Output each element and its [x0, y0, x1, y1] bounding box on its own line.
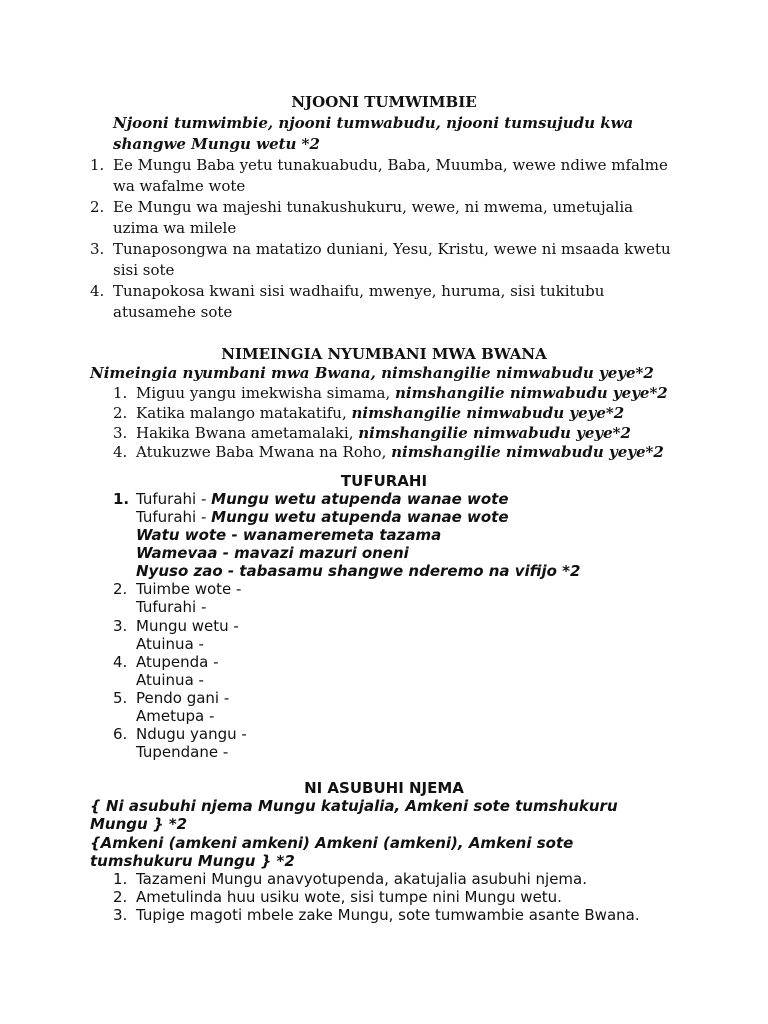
- verse-number: 2.: [90, 198, 105, 216]
- verse-line: Ee Mungu wa majeshi tunakushukuru, wewe, ni mwema, umetujalia: [113, 198, 634, 216]
- verse-line: Ametulinda huu usiku wote, sisi tumpe nini Mungu wetu.: [136, 888, 562, 906]
- verse-line: Tupige magoti mbele zake Mungu, sote tumwambie asante Bwana.: [136, 906, 640, 924]
- verse-text: Tufurahi -: [136, 490, 212, 508]
- verse-refrain: nimshangilie nimwabudu yeye*2: [395, 384, 668, 402]
- verse-line: [136, 490, 509, 508]
- verse-line: [136, 424, 631, 442]
- verse-number: 2.: [113, 404, 128, 422]
- chorus-line: Njooni tumwimbie, njooni tumwabudu, njooni tumsujudu kwa: [113, 114, 634, 132]
- chorus-line: { Ni asubuhi njema Mungu katujalia, Amkeni sote tumshukuru: [90, 797, 618, 815]
- verse-text: Katika malango matakatifu,: [136, 404, 352, 422]
- verse-number: 2.: [113, 580, 128, 598]
- verse-line: Atuinua -: [136, 635, 204, 653]
- verse-line: Tunapokosa kwani sisi wadhaifu, mwenye, huruma, sisi tukitubu: [113, 282, 605, 300]
- verse-number: 2.: [113, 888, 128, 906]
- verse-number: 6.: [113, 725, 128, 743]
- verse-line: Wamevaa - mavazi mazuri oneni: [136, 544, 409, 562]
- verse-text: Tufurahi -: [136, 508, 212, 526]
- verse-number: 1.: [113, 384, 128, 402]
- chorus-line: tumshukuru Mungu } *2: [90, 852, 295, 870]
- song-title: NIMEINGIA NYUMBANI MWA BWANA: [221, 345, 547, 363]
- verse-line: Ee Mungu Baba yetu tunakuabudu, Baba, Muumba, wewe ndiwe mfalme: [113, 156, 668, 174]
- verse-line: Mungu wetu -: [136, 617, 239, 635]
- verse-line: sisi sote: [113, 261, 175, 279]
- verse-line: Watu wote - wanameremeta tazama: [136, 526, 442, 544]
- verse-number: 4.: [90, 282, 105, 300]
- verse-line: wa wafalme wote: [113, 177, 246, 195]
- chorus-line: Mungu } *2: [90, 815, 188, 833]
- verse-number: 4.: [113, 443, 128, 461]
- verse-text: Miguu yangu imekwisha simama,: [136, 384, 396, 402]
- verse-number: 4.: [113, 653, 128, 671]
- verse-line: uzima wa milele: [113, 219, 237, 237]
- verse-line: [136, 443, 664, 461]
- verse-refrain: nimshangilie nimwabudu yeye*2: [391, 443, 664, 461]
- verse-number: 3.: [113, 906, 128, 924]
- verse-line: Atupenda -: [136, 653, 219, 671]
- verse-number: 1.: [90, 156, 105, 174]
- verse-number: 1.: [113, 490, 130, 508]
- verse-number: 1.: [113, 870, 128, 888]
- verse-line: Pendo gani -: [136, 689, 230, 707]
- verse-line: Tuimbe wote -: [136, 580, 242, 598]
- verse-line: [136, 508, 509, 526]
- verse-number: 3.: [90, 240, 105, 258]
- song-title: NI ASUBUHI NJEMA: [304, 779, 464, 797]
- verse-line: Ndugu yangu -: [136, 725, 247, 743]
- verse-line: Nyuso zao - tabasamu shangwe nderemo na vifijo *2: [136, 562, 581, 580]
- song-title: NJOONI TUMWIMBIE: [291, 93, 477, 111]
- chorus-line: {Amkeni (amkeni amkeni) Amkeni (amkeni), Amkeni sote: [90, 834, 574, 852]
- verse-number: 3.: [113, 424, 128, 442]
- verse-emphasis: Mungu wetu atupenda wanae wote: [211, 490, 509, 508]
- verse-line: Tazameni Mungu anavyotupenda, akatujalia asubuhi njema.: [136, 870, 587, 888]
- verse-number: 3.: [113, 617, 128, 635]
- verse-refrain: nimshangilie nimwabudu yeye*2: [358, 424, 631, 442]
- verse-line: Atuinua -: [136, 671, 204, 689]
- verse-number: 5.: [113, 689, 128, 707]
- verse-line: Tunaposongwa na matatizo duniani, Yesu, Kristu, wewe ni msaada kwetu: [113, 240, 671, 258]
- verse-line: Tufurahi -: [136, 598, 207, 616]
- verse-line: [136, 384, 668, 402]
- verse-text: Atukuzwe Baba Mwana na Roho,: [136, 443, 392, 461]
- verse-text: Hakika Bwana ametamalaki,: [136, 424, 359, 442]
- verse-line: atusamehe sote: [113, 303, 233, 321]
- song-title: TUFURAHI: [340, 472, 428, 490]
- verse-line: Ametupa -: [136, 707, 215, 725]
- chorus-line: Nimeingia nyumbani mwa Bwana, nimshangilie nimwabudu yeye*2: [90, 364, 654, 382]
- verse-line: [136, 404, 624, 422]
- verse-refrain: nimshangilie nimwabudu yeye*2: [351, 404, 625, 422]
- chorus-line: shangwe Mungu wetu *2: [113, 135, 320, 153]
- verse-line: Tupendane -: [136, 743, 229, 761]
- verse-emphasis: Mungu wetu atupenda wanae wote: [211, 508, 509, 526]
